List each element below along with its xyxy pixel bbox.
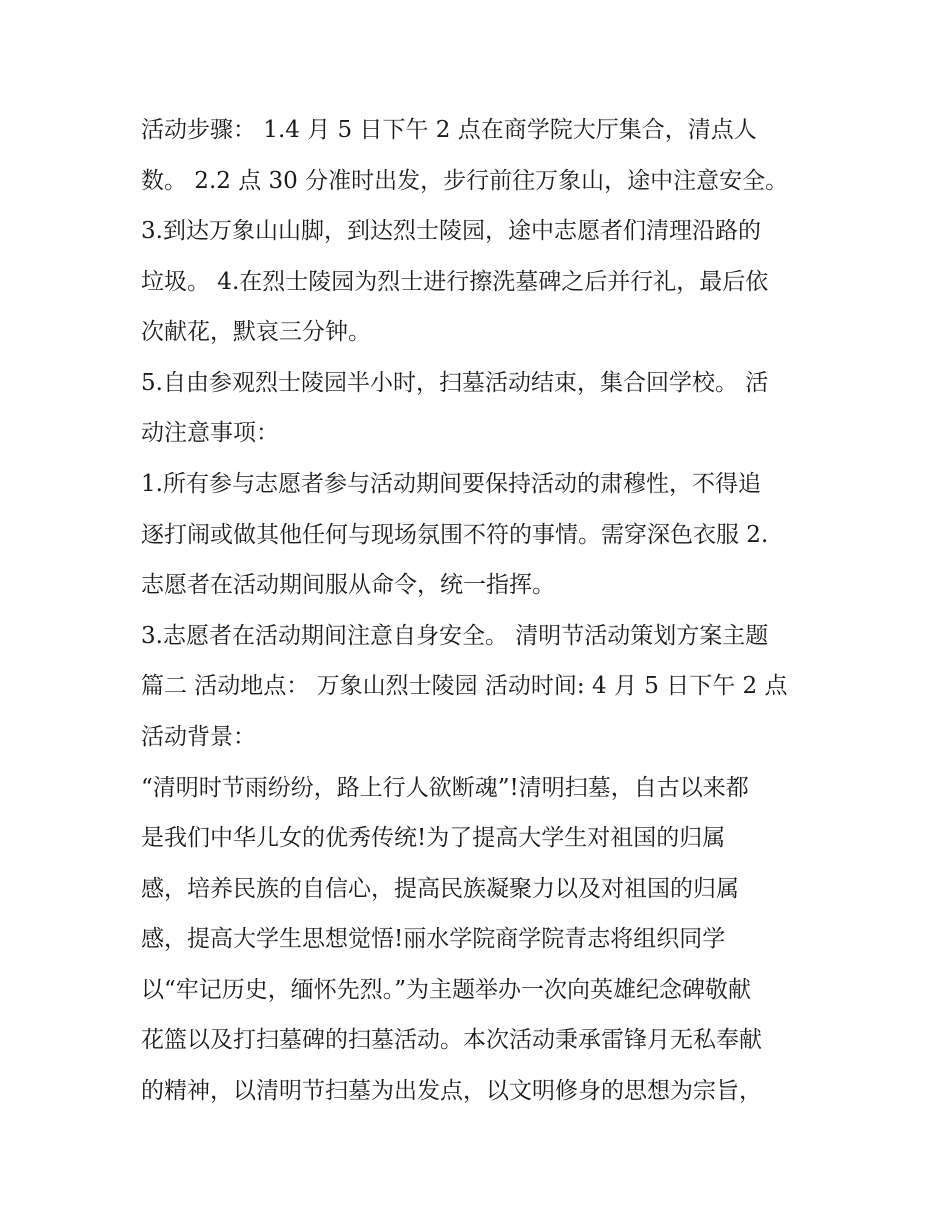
text-line: 感，提高大学生思想觉悟!丽水学院商学院青志将组织同学 xyxy=(141,926,726,952)
text-line: 篇二 活动地点： 万象山烈士陵园 活动时间: 4 月 5 日下午 2 点 xyxy=(141,673,788,699)
text-line: 感，培养民族的自信心，提高民族凝聚力以及对祖国的归属 xyxy=(141,876,739,902)
text-line: 志愿者在活动期间服从命令，统一指挥。 xyxy=(141,572,555,598)
text-line: 垃圾。 4.在烈士陵园为烈士进行擦洗墓碑之后并行礼，最后依 xyxy=(141,269,769,295)
text-line: “清明时节雨纷纷，路上行人欲断魂”!清明扫墓，自古以来都 xyxy=(141,775,749,801)
text-line: 活动步骤： 1.4 月 5 日下午 2 点在商学院大厅集合，清点人 xyxy=(141,117,757,143)
text-line: 动注意事项： xyxy=(141,420,279,446)
text-line: 是我们中华儿女的优秀传统!为了提高大学生对祖国的归属 xyxy=(141,825,726,851)
text-line: 逐打闹或做其他任何与现场氛围不符的事情。需穿深色衣服 2. xyxy=(141,522,769,548)
text-line: 活动背景： xyxy=(141,724,256,750)
text-line: 次献花，默哀三分钟。 xyxy=(141,319,371,345)
text-line: 3.志愿者在活动期间注意自身安全。 清明节活动策划方案主题 xyxy=(141,623,769,649)
text-line: 花篮以及打扫墓碑的扫墓活动。本次活动秉承雷锋月无私奉献 xyxy=(141,1027,762,1053)
text-line: 1.所有参与志愿者参与活动期间要保持活动的肃穆性，不得追 xyxy=(141,471,761,497)
text-line: 3.到达万象山山脚，到达烈士陵园，途中志愿者们清理沿路的 xyxy=(141,218,761,244)
text-line: 数。 2.2 点 30 分准时出发，步行前往万象山，途中注意安全。 xyxy=(141,168,789,194)
text-line: 以“牢记历史，缅怀先烈。”为主题举办一次向英雄纪念碑敬献 xyxy=(141,977,752,1003)
text-line: 5.自由参观烈士陵园半小时，扫墓活动结束，集合回学校。 活 xyxy=(141,370,769,396)
text-line: 的精神，以清明节扫墓为出发点，以文明修身的思想为宗旨， xyxy=(141,1078,762,1104)
